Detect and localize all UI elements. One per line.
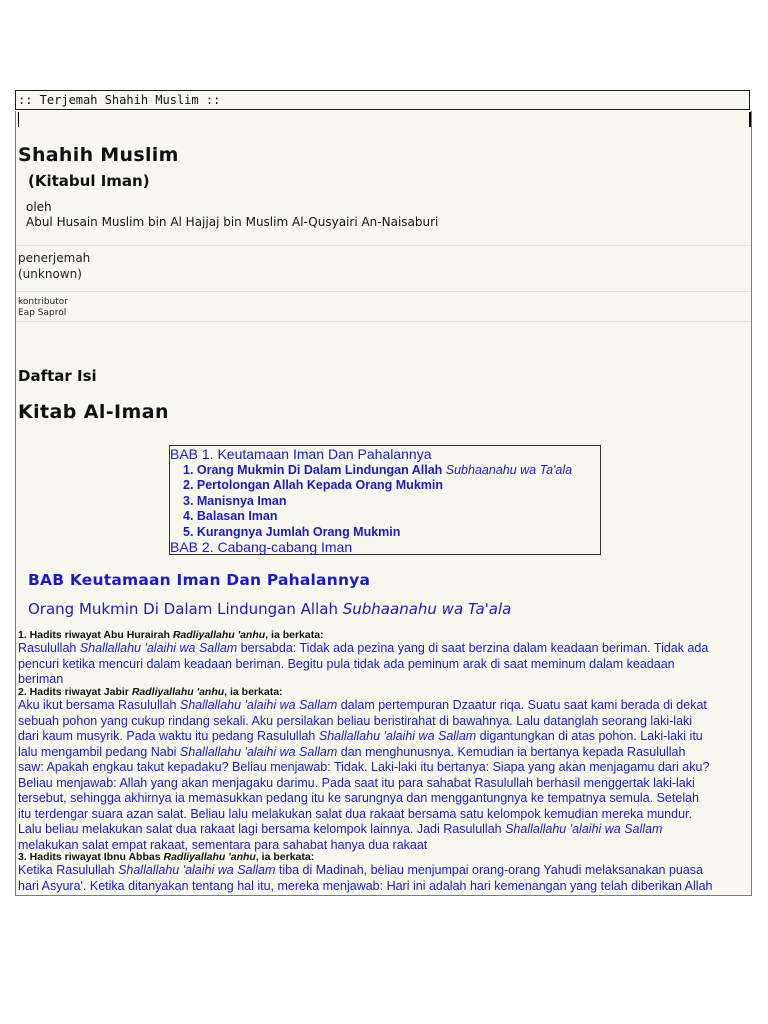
hadith-heading-tail: , ia berkata:: [224, 686, 283, 698]
hadith-text: dari kaum musyrik. Pada waktu itu pedang Rasulullah: [18, 729, 319, 743]
hadith-heading-text: 3. Hadits riwayat Ibnu Abbas: [18, 851, 164, 863]
toc-link-item-5[interactable]: 5. Kurangnya Jumlah Orang Mukmin: [183, 525, 401, 539]
subsection-heading: [28, 600, 511, 618]
translator-label: penerjemah: [18, 251, 91, 265]
toc-link-bab-1[interactable]: BAB 1. Keutamaan Iman Dan Pahalannya: [170, 446, 432, 462]
hadith-text: sebuah pohon yang cukup rindang sekali. Aku persilakan beliau beristirahat di bawahnya. Lalu datanglah seorang laki-laki: [18, 713, 693, 728]
hadith-text: dan menghunusnya. Kemudian ia bertanya kepada Rasulullah: [337, 744, 686, 759]
hadith-heading-italic: Radliyallahu 'anhu: [131, 686, 225, 698]
honorific-text: Shallallahu 'alaihi wa Sallam: [179, 744, 338, 759]
hadith-text-line: [18, 791, 699, 807]
toc-item-1-text: 1. Orang Mukmin Di Dalam Lindungan Allah: [183, 463, 446, 477]
hadith-text-line: [18, 698, 707, 714]
table-of-contents: [169, 445, 601, 555]
hadith-heading-tail: , ia berkata:: [265, 629, 324, 641]
page-header-title: :: Terjemah Shahih Muslim ::: [18, 93, 221, 107]
hadith-text: itu terdengar suara azan salat. Beliau lalu melakukan salat dua rakaat bersama satu kelompok kemudian mereka mundur.: [18, 806, 692, 821]
hadith-text: Ketika Rasulullah: [18, 863, 119, 877]
hadith-text-line: [18, 657, 675, 673]
contributor-name: Eap Saprol: [18, 308, 67, 318]
hadith-text-line: [18, 863, 703, 879]
hadith-text-line: [18, 776, 695, 792]
scroll-marker: [749, 112, 751, 127]
hadith-heading: [18, 686, 283, 698]
hadith-text: Aku ikut bersama Rasulullah: [18, 698, 180, 712]
hadith-heading-text: 2. Hadits riwayat Jabir: [18, 686, 132, 698]
hadith-text: saw: Apakah engkau takut kepadaku? Beliau menjawab: Tidak. Laki-laki itu bertanya: Siapa yang akan menjagamu dari aku?: [18, 760, 710, 774]
book-subtitle: (Kitabul Iman): [28, 172, 150, 190]
divider: [16, 321, 751, 322]
toc-link-item-2[interactable]: 2. Pertolongan Allah Kepada Orang Mukmin: [183, 478, 443, 492]
toc-link-item-3[interactable]: 3. Manisnya Iman: [183, 494, 287, 508]
hadith-text-line: [18, 807, 692, 823]
hadith-heading-text: 1. Hadits riwayat Abu Hurairah: [18, 629, 173, 641]
hadith-text: tersebut, sehingga akhirnya ia memasukkan pedang itu ke sarungnya dan menggantungnya ke tempatnya semula. Setelah: [18, 791, 699, 805]
honorific-text: Shallallahu 'alaihi wa Sallam: [505, 822, 663, 836]
hadith-text: Beliau menjawab: Allah yang akan menjagaku darimu. Pada saat itu para sahabat Rasulullah berhasil menggertak laki-laki: [18, 775, 695, 790]
hadith-text-line: [18, 641, 708, 657]
kitab-title: Kitab Al-Iman: [18, 401, 169, 423]
hadith-text: dalam pertempuran Dzaatur riqa. Suatu saat kami berada di dekat: [337, 698, 707, 712]
honorific-text: Shallallahu 'alaihi wa Sallam: [179, 698, 338, 712]
subsection-heading-text: Orang Mukmin Di Dalam Lindungan Allah: [28, 600, 343, 618]
hadith-text: digantungkan di atas pohon. Laki-laki itu: [476, 729, 703, 743]
hadith-text-line: [18, 822, 662, 838]
honorific-text: Shallallahu 'alaihi wa Sallam: [79, 641, 238, 655]
author-name: Abul Husain Muslim bin Al Hajjaj bin Muslim Al-Qusyairi An-Naisaburi: [26, 215, 439, 229]
hadith-heading-italic: Radliyallahu 'anhu: [163, 851, 256, 863]
document-panel: [15, 111, 752, 896]
hadith-text: Lalu beliau melakukan salat dua rakaat lagi bersama kelompok lainnya. Jadi Rasulullah: [18, 822, 506, 836]
divider: [16, 291, 751, 292]
section-heading: BAB Keutamaan Iman Dan Pahalannya: [28, 571, 371, 589]
text-cursor: [18, 112, 19, 127]
hadith-text-line: [18, 745, 685, 761]
author-label: oleh: [26, 200, 52, 214]
hadith-heading-tail: , ia berkata:: [255, 851, 315, 863]
page-header-bar: [15, 90, 750, 110]
toc-link-item-1[interactable]: [183, 463, 572, 477]
hadith-text: melakukan salat empat rakaat, sementara para sahabat hanya dua rakaat: [18, 837, 428, 852]
toc-link-item-4[interactable]: 4. Balasan Iman: [183, 509, 278, 523]
hadith-text: tiba di Madinah, beliau menjumpai orang-orang Yahudi melaksanakan puasa: [275, 863, 704, 877]
contributor-label: kontributor: [18, 297, 68, 307]
subsection-heading-italic: Subhaanahu wa Ta'ala: [342, 600, 512, 618]
toc-item-1-italic: Subhaanahu wa Ta'ala: [445, 463, 573, 477]
hadith-text: Rasulullah: [18, 641, 80, 655]
translator-name: (unknown): [18, 267, 82, 281]
book-title: Shahih Muslim: [18, 144, 179, 166]
hadith-text-line: [18, 729, 703, 745]
hadith-text: bersabda: Tidak ada pezina yang di saat berzina dalam keadaan beriman. Tidak ada: [237, 641, 709, 655]
honorific-text: Shallallahu 'alaihi wa Sallam: [118, 863, 276, 877]
hadith-text: hari Asyura'. Ketika ditanyakan tentang hal itu, mereka menjawab: Hari ini adalah hari kemenangan yang telah diberikan Allah: [18, 878, 713, 893]
hadith-heading: [18, 851, 314, 863]
hadith-text-line: [18, 714, 692, 730]
hadith-text: lalu mengambil pedang Nabi: [18, 744, 180, 759]
hadith-text: beriman: [18, 672, 64, 686]
toc-link-bab-2[interactable]: BAB 2. Cabang-cabang Iman: [170, 539, 353, 555]
honorific-text: Shallallahu 'alaihi wa Sallam: [318, 729, 477, 743]
hadith-text-line: [18, 879, 712, 895]
toc-heading: Daftar Isi: [18, 367, 97, 385]
hadith-text: pencuri ketika mencuri dalam keadaan beriman. Begitu pula tidak ada peminum arak di saat meminum dalam keadaan: [18, 656, 675, 671]
hadith-text-line: [18, 760, 709, 776]
hadith-heading-italic: Radliyallahu 'anhu: [172, 629, 266, 641]
divider: [16, 245, 751, 246]
hadith-heading: [18, 629, 324, 641]
